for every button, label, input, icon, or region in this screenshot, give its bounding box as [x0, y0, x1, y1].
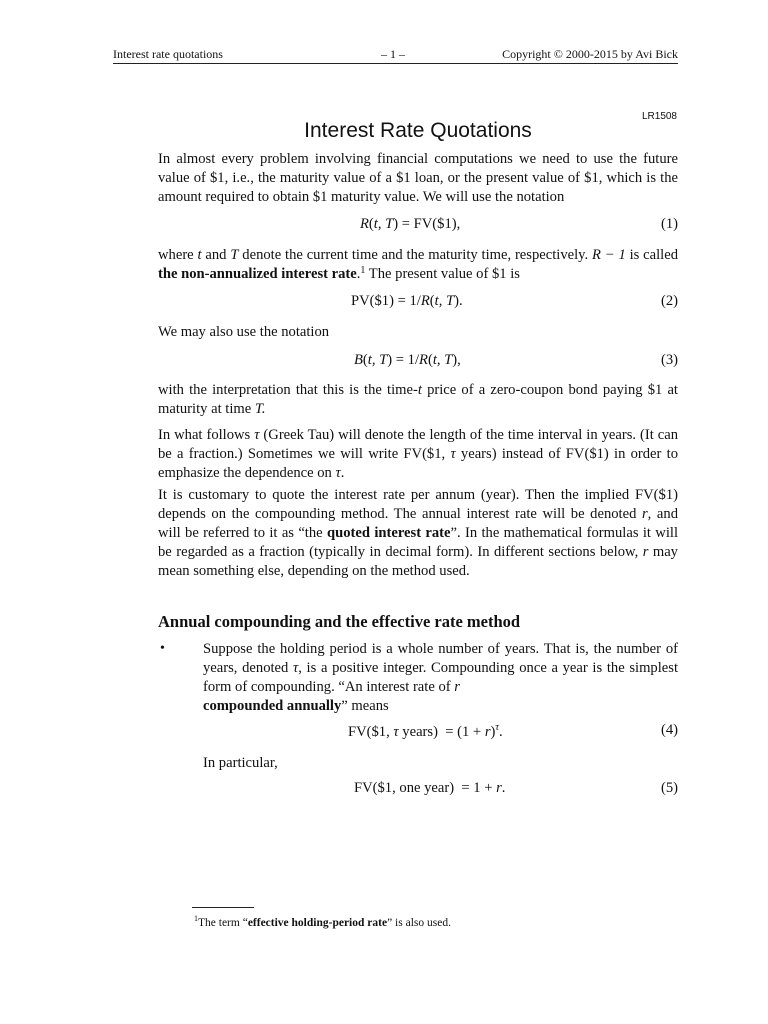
equation-2-number: (2): [660, 293, 678, 309]
paragraph-notation-2: We may also use the notation: [158, 324, 330, 340]
paragraph-interpretation: with the interpretation that this is the time-t price of a zero-coupon bond paying $1 at maturity at time T.: [158, 382, 678, 417]
footnote: $^1$The term “effective holding-period rate” is also used.: [194, 914, 451, 929]
footnote-rule: [192, 907, 254, 908]
bullet-marker: •: [160, 641, 165, 656]
header-left: Interest rate quotations: [113, 47, 223, 61]
paragraph-tau: In what follows τ (Greek Tau) will denote the length of the time interval in years. (It can be a fraction.) Sometimes we will write FV($1, τ years) instead of FV($1) in order to emphasize the dependence on τ.: [158, 427, 678, 481]
paragraph-quoted-rate: It is customary to quote the interest rate per annum (year). Then the implied FV($1) depends on the compounding method. The annual interest rate will be denoted r, and will be referred to it as “the quoted interest rate”. In the mathematical formulas it will be regarded as a fraction (typically in decimal form). In different sections below, r may mean something else, depending on the method used.: [158, 487, 679, 579]
equation-4-number: (4): [660, 722, 678, 738]
equation-1-body: R(t, T) = FV($1),: [360, 216, 461, 232]
paragraph-intro: In almost every problem involving financial computations we need to use the future value of $1, i.e., the maturity value of a $1 loan, or the present value of $1, which is the amount required to obtain $1 maturity value. We will use the notation: [158, 151, 678, 205]
page-number: – 1 –: [381, 47, 405, 61]
paragraph-notation: where t and T denote the current time and the maturity time, respectively. R − 1 is called the non-annualized interest rate.$^1$ The present value of $1 is: [158, 247, 679, 282]
page-header: [113, 47, 678, 63]
term-non-annualized-rate: the non-annualized interest rate: [158, 266, 357, 282]
equation-3-body: B(t, T) = 1/R(t, T),: [354, 352, 461, 368]
equation-3: [158, 352, 678, 372]
equation-5-number: (5): [660, 780, 678, 796]
page-title: Interest Rate Quotations: [304, 119, 532, 142]
equation-1-number: (1): [660, 216, 678, 232]
document-code: LR1508: [641, 111, 677, 122]
equation-3-number: (3): [660, 352, 678, 368]
equation-4: [203, 722, 678, 742]
bullet-in-particular: In particular,: [203, 755, 278, 771]
bullet-text: Suppose the holding period is a whole number of years. That is, the number of years, denoted τ, is a positive integer. Compounding once a year is the simplest form of compounding. “An interest rate of r compounded annually” means: [203, 641, 678, 714]
equation-4-body: FV($1, τ years) = $(1 + r)^\tau$.: [348, 722, 503, 740]
term-compounded-annually: compounded annually: [203, 698, 342, 714]
header-copyright: Copyright © 2000-2015 by Avi Bick: [502, 47, 678, 61]
equation-1: [158, 216, 678, 236]
equation-2: [158, 293, 678, 313]
section-heading: Annual compounding and the effective rate method: [158, 612, 521, 631]
term-quoted-interest-rate: quoted interest rate: [327, 525, 451, 541]
equation-2-body: PV($1) = 1/R(t, T).: [351, 293, 463, 309]
equation-5-body: FV($1, one year) = 1 + r.: [354, 780, 506, 796]
equation-5: [203, 780, 678, 800]
header-rule: [113, 63, 678, 64]
footnote-marker[interactable]: 1: [360, 265, 366, 276]
